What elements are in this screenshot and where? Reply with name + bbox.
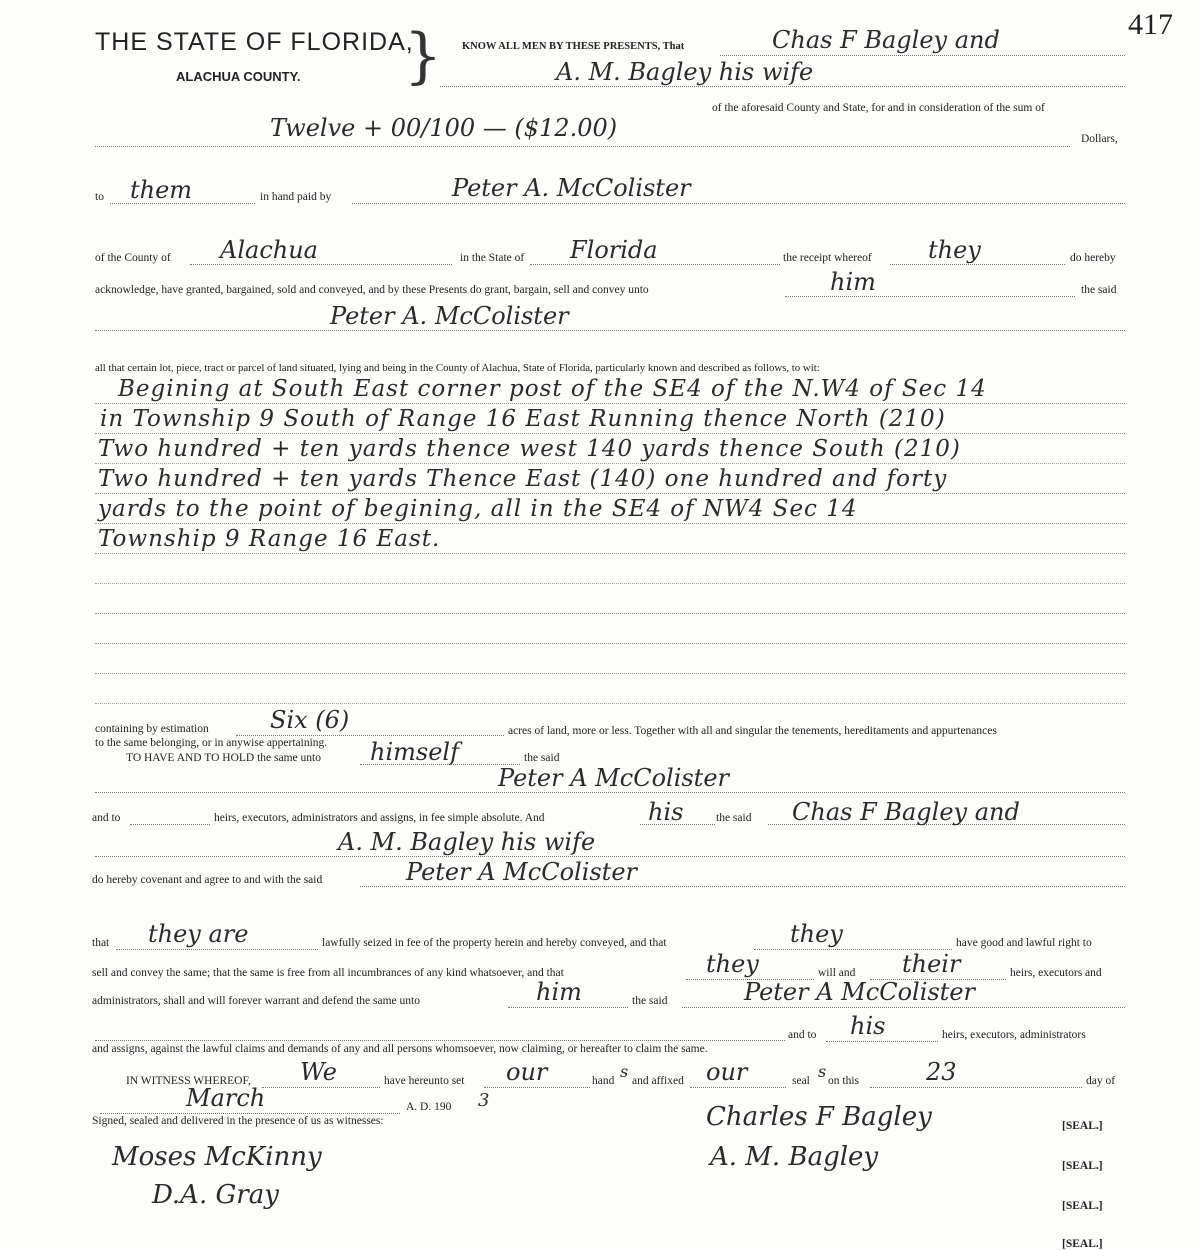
lawfully-text: lawfully seized in fee of the property herein and hereby conveyed, and that <box>322 937 667 949</box>
they-are: they are <box>148 920 249 948</box>
the-said-4-text: the said <box>632 995 668 1007</box>
and-to-text: and to <box>92 812 121 824</box>
seal-text: seal <box>792 1075 810 1087</box>
covenant-2: A. M. Bagley his wife <box>338 828 596 856</box>
in-witness-text: IN WITNESS WHEREOF, <box>126 1075 251 1087</box>
desc-rule-2 <box>95 433 1125 434</box>
his-1: his <box>648 798 684 826</box>
hand-s: s <box>620 1062 629 1081</box>
to-have-text: TO HAVE AND TO HOLD the same unto <box>126 752 321 764</box>
him-2-line <box>508 1007 628 1008</box>
grantee-3-line <box>360 886 1125 887</box>
receipt-text: the receipt whereof <box>783 252 872 264</box>
desc-rule-6 <box>95 553 1125 554</box>
heirs-exec-and-text: heirs, executors and <box>1010 967 1102 979</box>
receipt-line <box>890 264 1065 265</box>
do-covenant-text: do hereby covenant and agree to and with the said <box>92 874 323 886</box>
acknowledge-text: acknowledge, have granted, bargained, sold and conveyed, and by these Presents do grant, bargain, sell and convey unto <box>95 284 649 296</box>
grantee-4: Peter A McColister <box>744 978 975 1006</box>
month-line <box>100 1113 400 1114</box>
dollars-text: Dollars, <box>1081 133 1118 145</box>
witness-1: Moses McKinny <box>112 1142 322 1172</box>
convey-unto: him <box>830 268 876 296</box>
to-whom: them <box>130 176 193 204</box>
county-title: ALACHUA COUNTY. <box>176 69 301 84</box>
sell-convey-text: sell and convey the same; that the same is free from all incumbrances of any kind whatsoever, and that <box>92 967 564 979</box>
the-said-text: the said <box>1081 284 1117 296</box>
receipt-party: they <box>928 236 981 264</box>
description-line-4: Two hundred + ten yards Thence East (140) one hundred and forty <box>98 466 948 492</box>
grantee-3: Peter A McColister <box>406 858 637 886</box>
to-text: to <box>95 191 104 203</box>
signature-2: A. M. Bagley <box>710 1142 879 1172</box>
we: We <box>300 1058 337 1086</box>
paid-by-line <box>352 203 1125 204</box>
seal-label-3: [SEAL.] <box>1062 1200 1103 1212</box>
desc-rule-1 <box>95 403 1125 404</box>
desc-rule-8 <box>95 613 1125 614</box>
state-title: THE STATE OF FLORIDA, <box>95 28 414 56</box>
month: March <box>186 1084 266 1112</box>
seal-s: s <box>818 1062 827 1081</box>
have-set-text: have hereunto set <box>384 1075 465 1087</box>
grantee: Peter A. McColister <box>330 302 569 330</box>
they-2: they <box>790 920 843 948</box>
grantor-1: Chas F Bagley and <box>772 26 1000 54</box>
we-line <box>262 1087 380 1088</box>
description-line-5: yards to the point of begining, all in the SE4 of NW4 Sec 14 <box>98 496 858 522</box>
witness-2: D.A. Gray <box>152 1180 279 1210</box>
our-1-line <box>484 1087 590 1088</box>
covenant-line-2 <box>95 856 1125 857</box>
containing-text: containing by estimation <box>95 723 209 735</box>
description-line-2: in Township 9 South of Range 16 East Running thence North (210) <box>100 406 946 432</box>
header-brace: } <box>404 21 443 91</box>
sum-amount: Twelve + 00/100 — ($12.00) <box>270 114 618 142</box>
desc-rule-7 <box>95 583 1125 584</box>
all-that-text: all that certain lot, piece, tract or parcel of land situated, lying and being in the County of Alachua, State of Florida, particularly known and described as follows, to wit: <box>95 362 820 374</box>
on-this-text: on this <box>828 1075 859 1087</box>
the-said-2-text: the said <box>524 752 560 764</box>
heirs-exec-text: heirs, executors, administrators and assigns, in fee simple absolute. And <box>214 812 545 824</box>
in-hand-text: in hand paid by <box>260 191 332 203</box>
our-2-line <box>690 1087 786 1088</box>
county-name: Alachua <box>220 236 318 264</box>
same-belonging-text: to the same belonging, or in anywise appertaining. <box>95 737 328 749</box>
administrators-text: administrators, shall and will forever warrant and defend the same unto <box>92 995 420 1007</box>
signed-sealed-text: Signed, sealed and delivered in the presence of us as witnesses: <box>92 1115 384 1127</box>
grantor-line-2 <box>440 86 1125 87</box>
sum-line <box>95 146 1070 147</box>
year-digit: 3 <box>478 1090 490 1111</box>
in-state-text: in the State of <box>460 252 525 264</box>
desc-rule-10 <box>95 673 1125 674</box>
grantee-2: Peter A McColister <box>498 764 729 792</box>
acres-text: acres of land, more or less. Together with all and singular the tenements, hereditaments and appurtenances <box>508 725 997 737</box>
grantor-line-1 <box>720 55 1125 56</box>
county-line <box>190 264 452 265</box>
of-county-text: of the County of <box>95 252 171 264</box>
grantee-4-line <box>682 1007 1125 1008</box>
and-to-line <box>130 824 210 825</box>
good-right-text: have good and lawful right to <box>956 937 1092 949</box>
his-2-line <box>826 1041 938 1042</box>
desc-rule-5 <box>95 523 1125 524</box>
description-line-6: Township 9 Range 16 East. <box>98 526 441 552</box>
description-line-1: Begining at South East corner post of the SE4 of the N.W4 of Sec 14 <box>118 376 987 402</box>
description-line-3: Two hundred + ten yards thence west 140 yards thence South (210) <box>98 436 961 462</box>
our-1: our <box>506 1058 548 1086</box>
grantor-2: A. M. Bagley his wife <box>556 58 814 86</box>
convey-line <box>785 296 1075 297</box>
seal-label-1: [SEAL.] <box>1062 1120 1103 1132</box>
him-2: him <box>536 978 582 1006</box>
and-affixed-text: and affixed <box>632 1075 684 1087</box>
they-3: they <box>706 950 759 978</box>
hand-text: hand <box>592 1075 615 1087</box>
do-hereby-text: do hereby <box>1070 252 1116 264</box>
and-to-2-text: and to <box>788 1029 817 1041</box>
desc-rule-11 <box>95 703 1125 704</box>
will-and-text: will and <box>818 967 856 979</box>
signature-1: Charles F Bagley <box>706 1102 932 1132</box>
seal-label-2: [SEAL.] <box>1062 1160 1103 1172</box>
seal-label-4: [SEAL.] <box>1062 1238 1103 1250</box>
blank-line <box>95 1040 785 1041</box>
acres: Six (6) <box>270 706 350 734</box>
their: their <box>902 950 961 978</box>
page-number: 417 <box>1128 8 1173 41</box>
know-all-text: KNOW ALL MEN BY THESE PRESENTS, That <box>462 41 685 52</box>
they-are-line <box>116 949 318 950</box>
desc-rule-4 <box>95 493 1125 494</box>
the-said-3-text: the said <box>716 812 752 824</box>
heirs-exec-admin-text: heirs, executors, administrators <box>942 1029 1086 1041</box>
state-name: Florida <box>570 236 658 264</box>
acres-line <box>236 735 504 736</box>
his-2: his <box>850 1012 886 1040</box>
unto-self: himself <box>370 738 459 766</box>
grantee-2-line <box>95 792 1125 793</box>
day: 23 <box>926 1058 957 1086</box>
desc-rule-3 <box>95 463 1125 464</box>
desc-rule-9 <box>95 643 1125 644</box>
that-text: that <box>92 937 110 949</box>
ad-text: A. D. 190 <box>406 1101 452 1113</box>
aforesaid-text: of the aforesaid County and State, for and in consideration of the sum of <box>712 102 1045 114</box>
paid-by: Peter A. McColister <box>452 174 691 202</box>
covenant-1: Chas F Bagley and <box>792 798 1020 826</box>
grantee-line <box>95 330 1125 331</box>
day-line <box>870 1087 1082 1088</box>
state-line <box>530 264 780 265</box>
our-2: our <box>706 1058 748 1086</box>
day-of-text: day of <box>1086 1075 1116 1087</box>
assigns-against-text: and assigns, against the lawful claims and demands of any and all persons whomsoever, now claiming, or hereafter to claim the same. <box>92 1043 708 1055</box>
